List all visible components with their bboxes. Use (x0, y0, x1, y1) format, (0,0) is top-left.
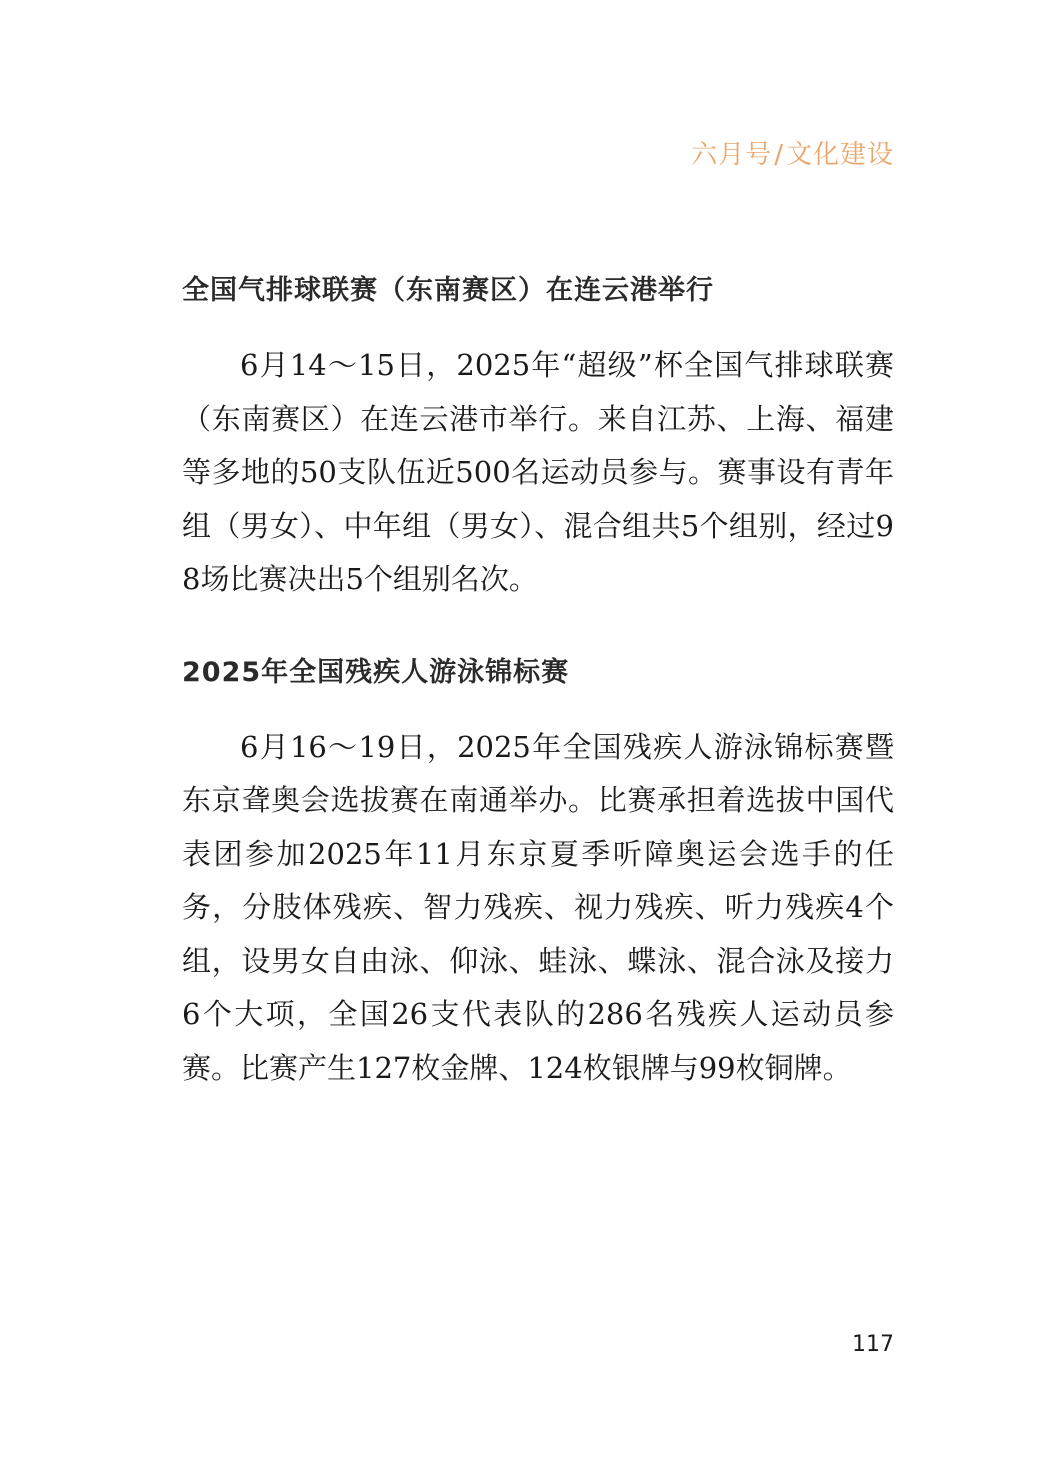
article-title: 2025年全国残疾人游泳锦标赛 (182, 656, 570, 688)
header-separator: / (774, 140, 784, 170)
article-body: 6月14～15日，2025年“超级”杯全国气排球联赛（东南赛区）在连云港市举行。来自江苏、上海、福建等多地的50支队伍近500名运动员参与。赛事设有青年组（男女）、中年组（男女）、混合组共5个组别，经过98场比赛决出5个组别名次。 (182, 348, 894, 596)
article-volleyball (182, 265, 894, 607)
issue-label: 六月号 (691, 140, 773, 170)
article-content (182, 265, 894, 1095)
article-swimming (182, 647, 894, 1096)
running-header (691, 134, 894, 171)
article-body: 6月16～19日，2025年全国残疾人游泳锦标赛暨东京聋奥会选拔赛在南通举办。比赛承担着选拔中国代表团参加2025年11月东京夏季听障奥运会选手的任务，分肢体残疾、智力残疾、视力残疾、听力残疾4个组，设男女自由泳、仰泳、蛙泳、蝶泳、混合泳及接力6个大项，全国26支代表队的286名残疾人运动员参赛。比赛产生127枚金牌、124枚银牌与99枚铜牌。 (182, 729, 894, 1085)
section-label: 文化建设 (785, 140, 894, 170)
article-title: 全国气排球联赛（东南赛区）在连云港举行 (182, 275, 714, 306)
page-number: 117 (852, 1332, 894, 1357)
